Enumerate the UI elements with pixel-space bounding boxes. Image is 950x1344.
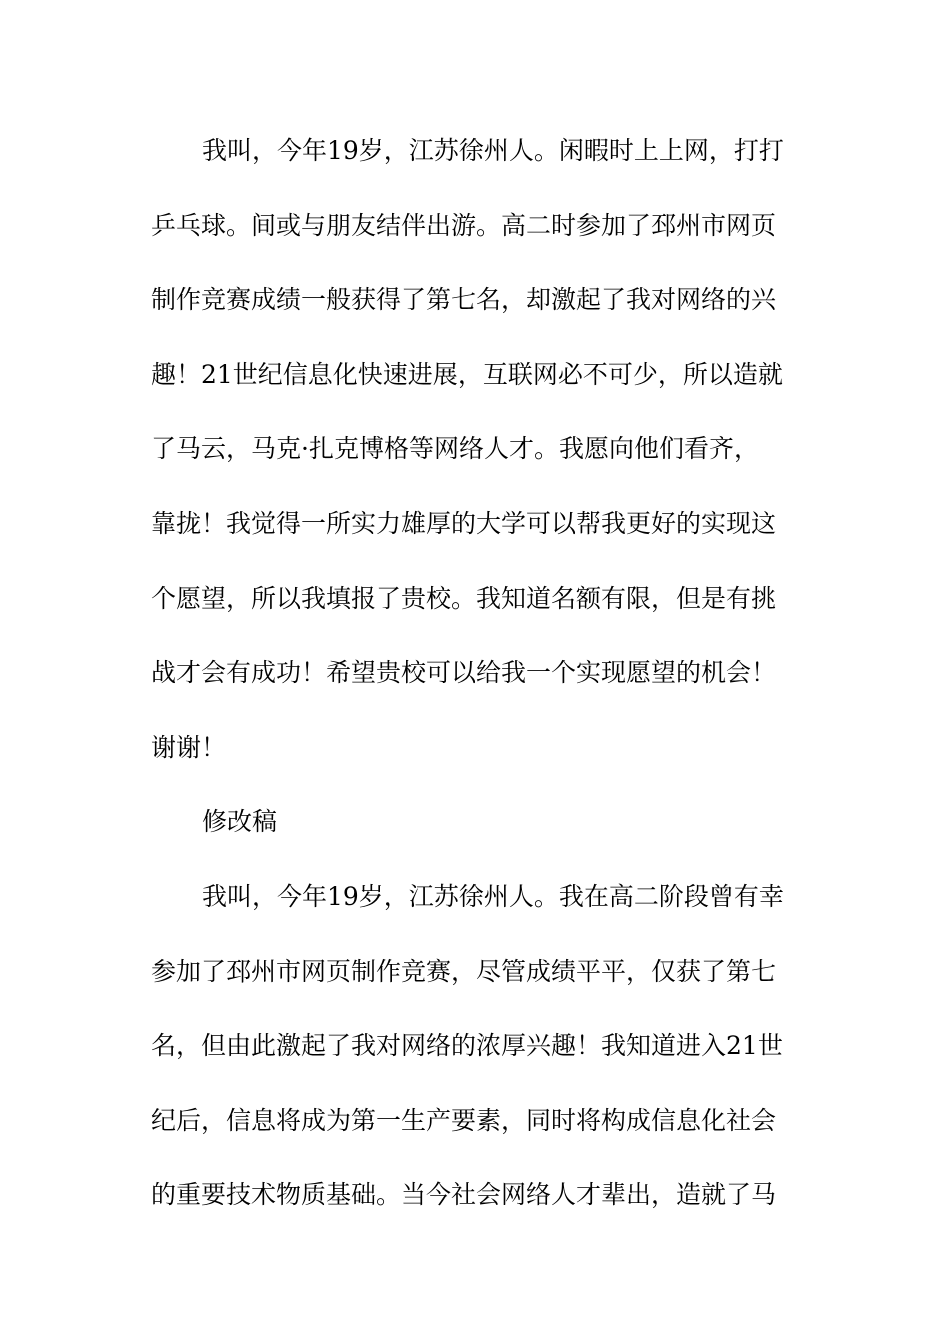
paragraph-1-line-8: 战才会有成功！希望贵校可以给我一个实现愿望的机会！ <box>151 658 777 688</box>
section-heading-revision: 修改稿 <box>202 807 278 837</box>
paragraph-1-line-3: 制作竞赛成绩一般获得了第七名，却激起了我对网络的兴 <box>151 285 777 315</box>
paragraph-2-line-2: 参加了邳州市网页制作竞赛，尽管成绩平平，仅获了第七 <box>151 956 777 986</box>
paragraph-2-line-3: 名，但由此激起了我对网络的浓厚兴趣！我知道进入21世 <box>151 1031 783 1061</box>
paragraph-1-line-1: 我叫，今年19岁，江苏徐州人。闲暇时上上网，打打 <box>202 136 784 165</box>
paragraph-1-line-5: 了马云，马克·扎克博格等网络人才。我愿向他们看齐， <box>151 434 759 464</box>
document-body <box>151 129 811 1248</box>
paragraph-2-line-4: 纪后，信息将成为第一生产要素，同时将构成信息化社会 <box>151 1105 777 1135</box>
paragraph-1-line-6: 靠拢！我觉得一所实力雄厚的大学可以帮我更好的实现这 <box>151 508 777 538</box>
paragraph-2-line-1: 我叫，今年19岁，江苏徐州人。我在高二阶段曾有幸 <box>202 881 784 911</box>
paragraph-1-line-4: 趣！21世纪信息化快速进展，互联网必不可少，所以造就 <box>151 359 783 389</box>
paragraph-1-line-2: 乒乓球。间或与朋友结伴出游。高二时参加了邳州市网页 <box>151 210 777 240</box>
paragraph-1-line-7: 个愿望，所以我填报了贵校。我知道名额有限，但是有挑 <box>151 583 777 613</box>
paragraph-2-line-5: 的重要技术物质基础。当今社会网络人才辈出，造就了马 <box>151 1180 777 1210</box>
paragraph-1-line-9: 谢谢！ <box>151 732 227 762</box>
